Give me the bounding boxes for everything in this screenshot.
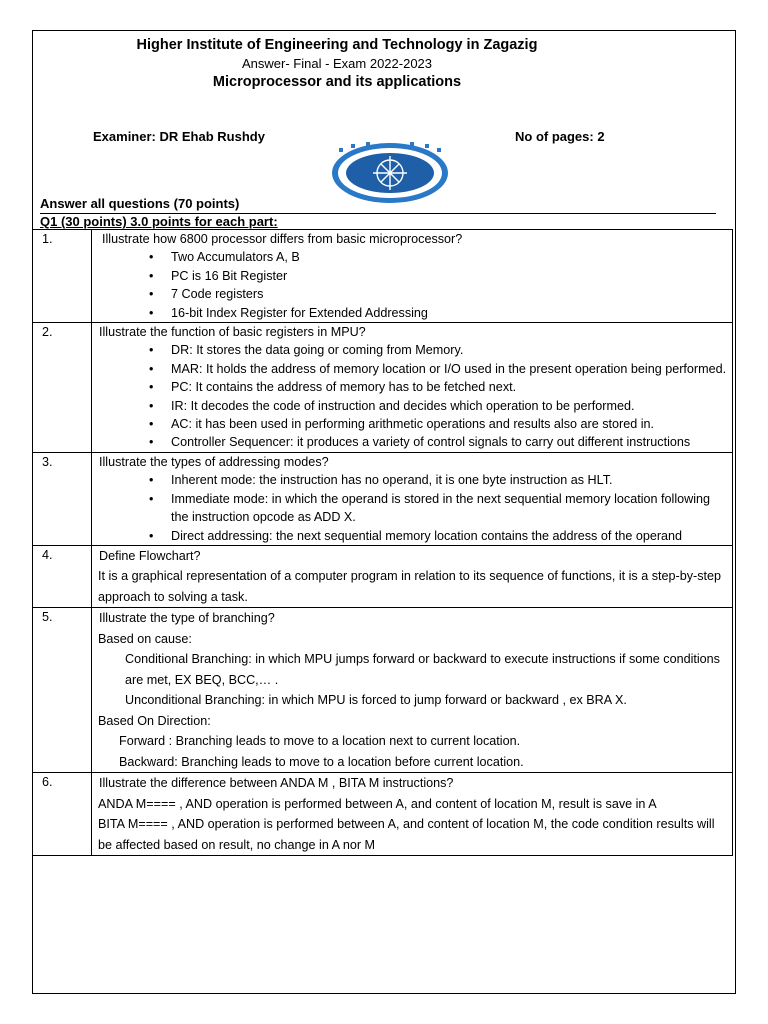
questions-table: [32, 229, 733, 856]
list-item: • AC: it has been used in performing arithmetic operations and results also are stored in.: [149, 417, 655, 432]
list-item: • PC is 16 Bit Register: [149, 268, 288, 283]
list-item: • MAR: It holds the address of memory location or I/O used in the present operation being performed.: [149, 361, 727, 376]
list-item: • DR: It stores the data going or coming from Memory.: [149, 343, 464, 358]
answer-line: Forward : Branching leads to move to a location next to current location.: [119, 734, 521, 749]
answer-line: Based On Direction:: [98, 713, 211, 728]
answer-line: Backward: Branching leads to move to a location before current location.: [119, 754, 524, 769]
list-item: • 16-bit Index Register for Extended Addressing: [149, 305, 428, 320]
question-cell: [92, 773, 733, 856]
question-cell: [92, 608, 733, 773]
table-row: [33, 230, 733, 323]
question-cell: [92, 323, 733, 453]
answer-list: [98, 471, 728, 545]
question-cell: [92, 230, 733, 323]
list-item: • Inherent mode: the instruction has no operand, it is one byte instruction as HLT.: [149, 473, 613, 488]
table-row: [33, 773, 733, 856]
question-number: 3.: [33, 452, 92, 545]
table-row: [33, 452, 733, 545]
question-text: Illustrate the function of basic registers in MPU?: [99, 325, 366, 340]
list-item: • Two Accumulators A, B: [149, 250, 300, 265]
page-count: No of pages: 2: [515, 129, 605, 144]
instructions-text: Answer all questions (70 points): [40, 196, 240, 211]
answer-line: ANDA M==== , AND operation is performed between A, and content of location M, result is save in A: [98, 796, 657, 811]
q1-heading: Q1 (30 points) 3.0 points for each part:: [40, 214, 278, 229]
list-item: • Direct addressing: the next sequential memory location contains the address of the operand: [149, 528, 683, 543]
examiner-name: Examiner: DR Ehab Rushdy: [93, 129, 265, 144]
question-cell: [92, 545, 733, 608]
answer-list: [98, 248, 728, 322]
question-number: 2.: [33, 323, 92, 453]
question-number: 5.: [33, 608, 92, 773]
answer-list: [98, 341, 728, 451]
table-row: [33, 608, 733, 773]
answer-line: Based on cause:: [98, 631, 192, 646]
question-text: Illustrate the difference between ANDA M , BITA M instructions?: [99, 776, 454, 791]
list-item: • Controller Sequencer: it produces a variety of control signals to carry out different instructions: [149, 435, 691, 450]
question-number: 1.: [33, 230, 92, 323]
list-item: • 7 Code registers: [149, 287, 264, 302]
table-row: [33, 545, 733, 608]
exam-title: Answer- Final - Exam 2022-2023: [241, 56, 433, 71]
answer-text: It is a graphical representation of a computer program in relation to its sequence of functions, it is a step-by-step approach to solving a task.: [98, 569, 722, 604]
institute-title: Higher Institute of Engineering and Technology in Zagazig: [136, 37, 538, 53]
question-text: Illustrate the type of branching?: [99, 611, 275, 626]
list-item: • Immediate mode: in which the operand is stored in the next sequential memory location following the instruction opcode as ADD X.: [149, 491, 711, 525]
answer-line: Unconditional Branching: in which MPU is forced to jump forward or backward , ex BRA X.: [125, 693, 627, 708]
table-row: [33, 323, 733, 453]
question-number: 4.: [33, 545, 92, 608]
question-text: Illustrate the types of addressing modes?: [99, 454, 329, 469]
question-number: 6.: [33, 773, 92, 856]
answer-line: BITA M==== , AND operation is performed between A, and content of location M, the code condition results will be affected based on result, no change in A nor M: [98, 817, 715, 852]
question-text: Define Flowchart?: [99, 548, 201, 563]
institute-logo: [331, 142, 449, 204]
question-cell: [92, 452, 733, 545]
course-title: Microprocessor and its applications: [212, 74, 462, 90]
answer-line: Conditional Branching: in which MPU jumps forward or backward to execute instructions if some conditions are met, EX BEQ, BCC,… .: [125, 652, 720, 687]
list-item: • IR: It decodes the code of instruction and decides which operation to be performed.: [149, 398, 635, 413]
question-text: Illustrate how 6800 processor differs from basic microprocessor?: [102, 232, 463, 246]
list-item: • PC: It contains the address of memory has to be fetched next.: [149, 380, 517, 395]
